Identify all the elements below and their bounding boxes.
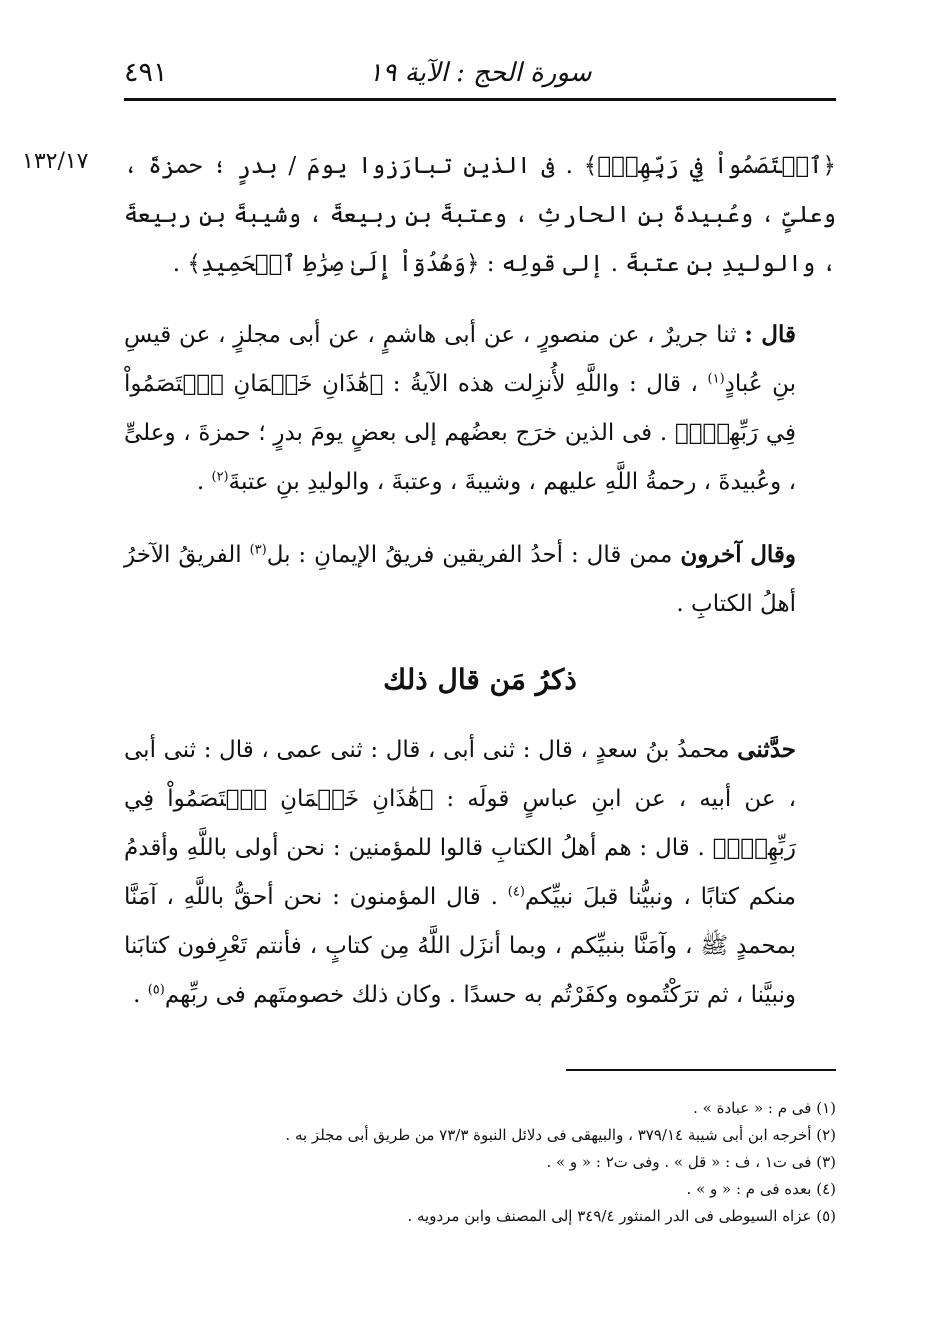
running-title: سورة الحج : الآية ١٩ [368, 58, 592, 88]
paragraph-4-text-c: . [133, 982, 141, 1008]
footnote-divider [566, 1069, 836, 1071]
section-heading: ذكرُ مَن قال ذلك [383, 663, 577, 696]
footnote-marker-2: (٢) [211, 469, 229, 485]
paragraph-2 [124, 310, 836, 507]
paragraph-2-text-c: . [196, 469, 205, 495]
footnote-marker-5: (٥) [147, 982, 165, 998]
paragraph-1-text: ﴿ٱخۡتَصَمُواْ فِي رَبِّهِمۡۖ﴾ . فى الذين تبارَزوا يومَ / بدرٍ ؛ حمزةَ ، وعلىٍّ ، وعُبيدةَ بنِ الحارثِ ، وعتبةَ بنِ ربيعةَ ، وشيبةَ بنِ ربيعةَ ، والوليدِ بنِ عتبةَ . إلى قولِه : ﴿وَهُدُوٓاْ إِلَىٰ صِرَٰطِ ٱلۡحَمِيدِ﴾ . [124, 153, 836, 277]
paragraph-3-text-a: ممن قال : أحدُ الفريقين فريقُ الإيمانِ : بل [266, 542, 673, 568]
paragraph-3-text-b: الفريقُ الآخرُ أهلُ الكتابِ . [124, 542, 796, 617]
paragraph-2-lead: قال : [744, 321, 797, 348]
paragraph-4-lead: حدَّثنى [737, 736, 797, 763]
paragraph-3 [124, 530, 836, 629]
footnote-2: (٢) أخرجه ابن أبى شيبة ٣٧٩/١٤ ، والبيهقى فى دلائل النبوة ٧٣/٣ من طريق أبى مجلز به . [285, 1126, 836, 1144]
paragraph-2-text-a: ثنا جريرٌ ، عن منصورٍ ، عن أبى هاشمٍ ، عن أبى مجلزٍ ، عن قيسِ بنِ عُبادٍ [124, 322, 797, 397]
footnotes [124, 1095, 836, 1230]
footnote-marker-3: (٣) [249, 542, 267, 558]
footnote-3: (٣) فى ت١ ، ف : « قل » . وفى ت٢ : « و » . [546, 1153, 836, 1171]
paragraph-4 [124, 725, 836, 1020]
page-number: ٤٩١ [124, 57, 168, 88]
footnote-5: (٥) عزاه السيوطى فى الدر المنثور ٣٤٩/٤ إلى المصنف وابن مردويه . [407, 1207, 836, 1225]
paragraph-1 [124, 142, 836, 289]
paragraph-3-lead: وقال آخرون [680, 541, 797, 568]
footnote-1: (١) فى م : « عبادة » . [693, 1099, 836, 1117]
footnote-4: (٤) بعده فى م : « و » . [686, 1180, 836, 1198]
footnote-marker-4: (٤) [507, 884, 525, 900]
paragraph-4-text-b: . قال المؤمنون : نحن أحقُّ باللَّهِ ، آمَنَّا بمحمدٍ ﷺ ، وآمَنَّا بنبيِّكم ، وبما أنزَل اللَّهُ مِن كتابٍ ، فأنتم تَعْرِفون كتابَنا ونبيَّنا ، ثم ترَكْتُموه وكفَرْتُم به حسدًا . وكان ذلك خصومتَهم فى ربِّهم [124, 884, 796, 1008]
page-header [124, 52, 836, 101]
footnote-marker-1: (١) [707, 371, 725, 387]
paragraph-4-text-a: محمدُ بنُ سعدٍ ، قال : ثنى أبى ، قال : ثنى عمى ، قال : ثنى أبى ، عن أبيه ، عن ابنِ عباسٍ قولَه : ﴿هَٰذَانِ خَصۡمَانِ ٱخۡتَصَمُواْ فِي رَبِّهِمۡۖ﴾ . قال : هم أهلُ الكتابِ قالوا للمؤمنين : نحن أولى باللَّهِ وأقدمُ منكم كتابًا ، ونبيُّنا قبلَ نبيِّكم [124, 737, 796, 910]
margin-reference: ١٣٢/١٧ [22, 149, 89, 174]
paragraph-2-text-b: ، قال : واللَّهِ لأُنزِلت هذه الآيةُ : ﴿هَٰذَانِ خَصۡمَانِ ٱخۡتَصَمُواْ فِي رَبِّهِمۡۖ﴾ . فى الذين خرَج بعضُهم إلى بعضٍ يومَ بدرٍ ؛ حمزةَ ، وعلىٍّ ، وعُبيدةَ ، رحمةُ اللَّهِ عليهم ، وشيبةَ ، وعتبةَ ، والوليدِ بنِ عتبةَ [124, 371, 796, 495]
